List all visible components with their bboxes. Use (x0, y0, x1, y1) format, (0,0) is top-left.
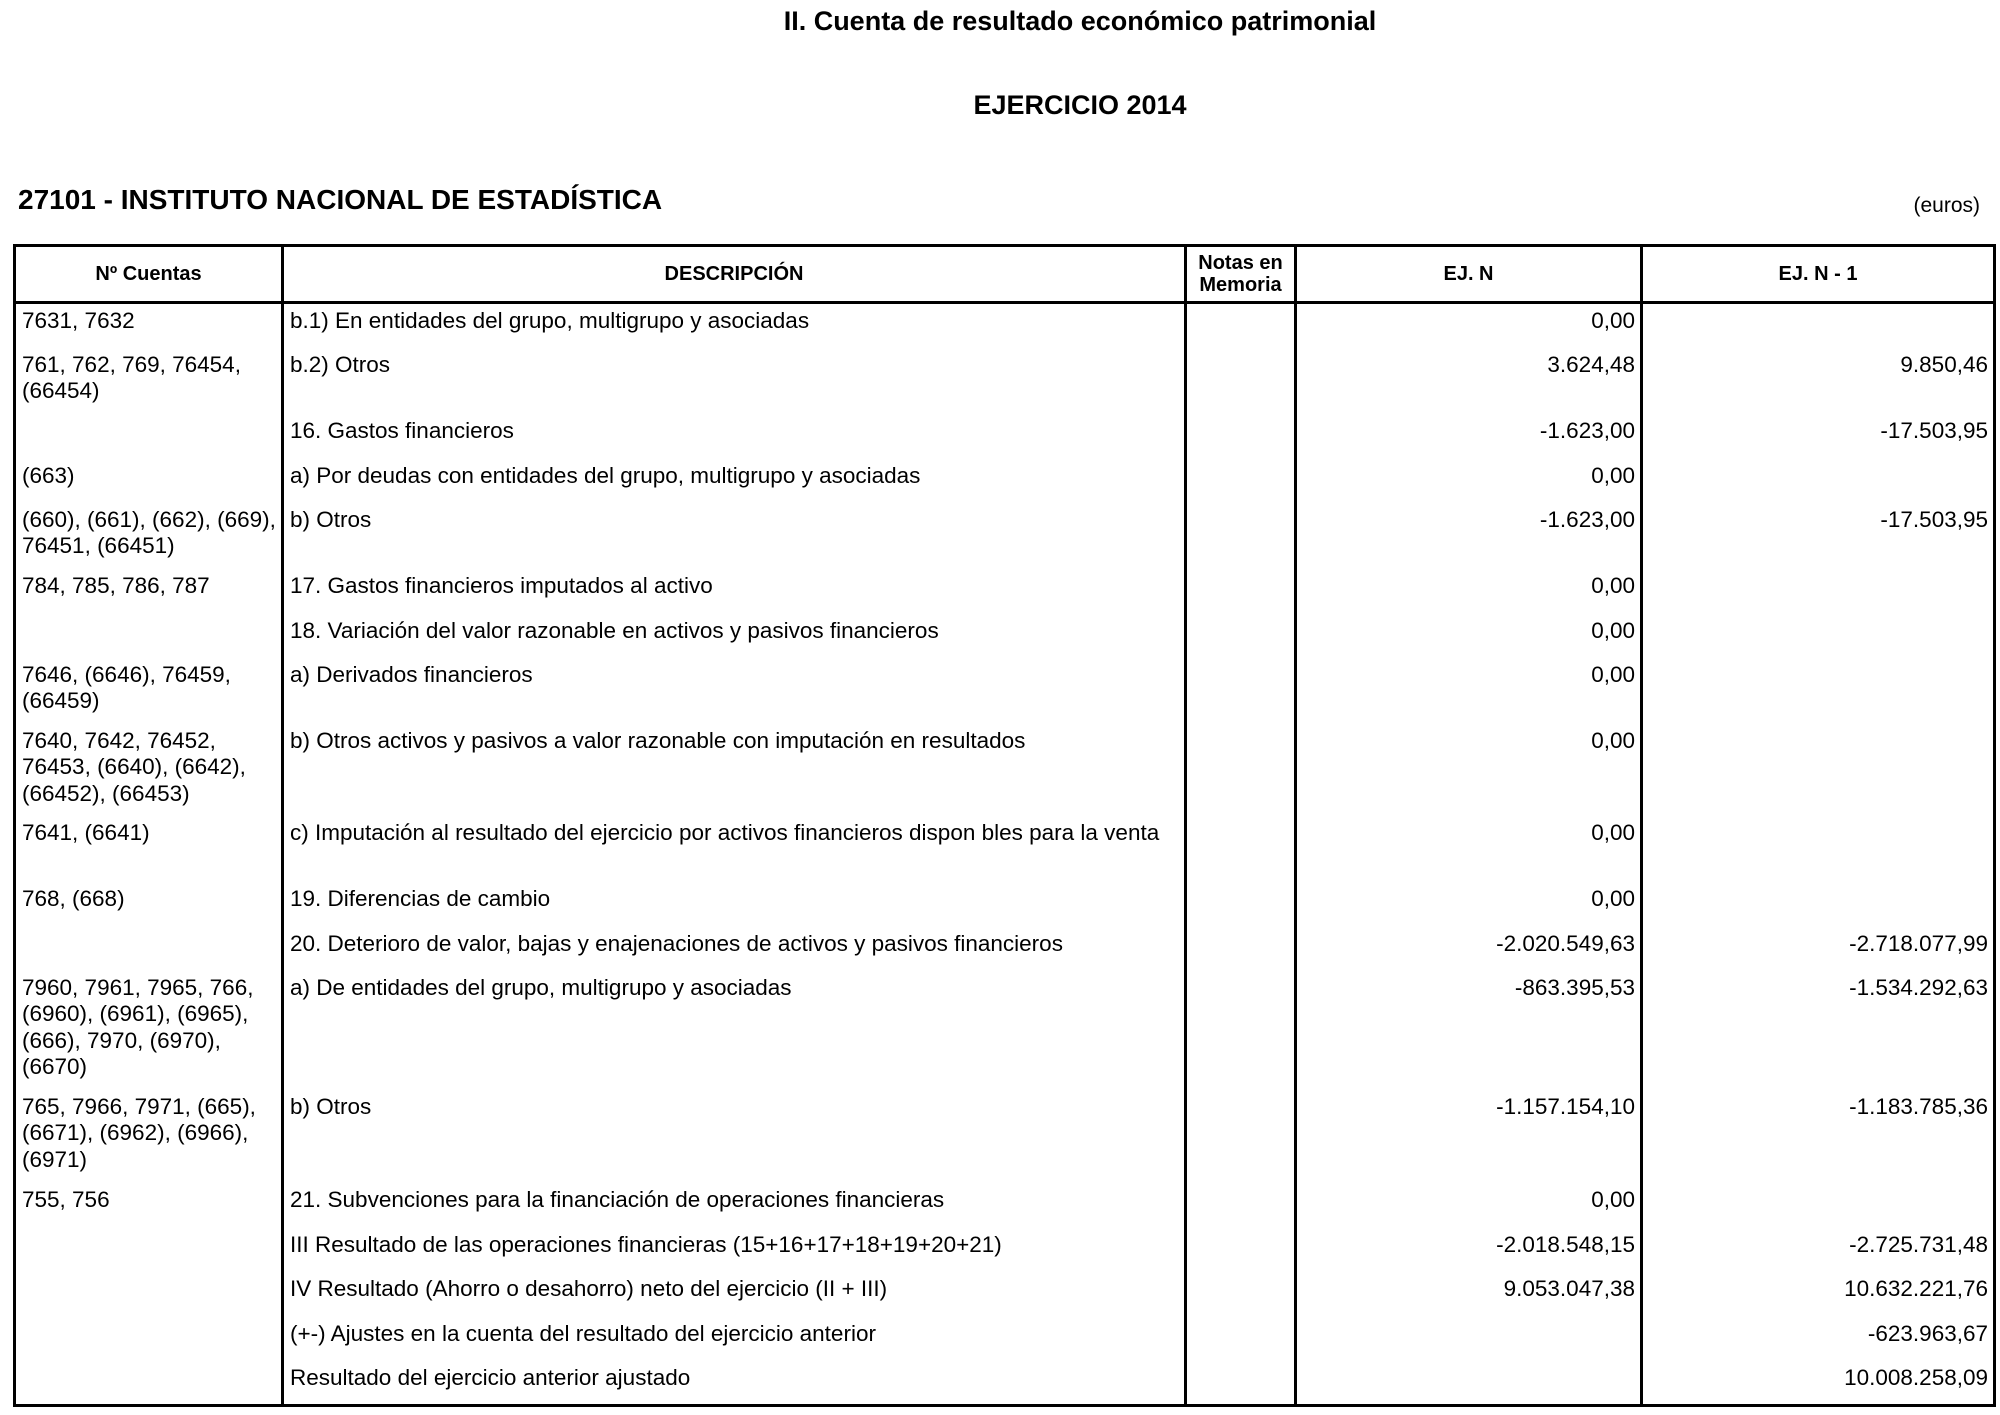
description-cell: (+-) Ajustes en la cuenta del resultado del ejercicio anterior (283, 1317, 1186, 1361)
account-numbers-cell: 7641, (6641) (15, 816, 283, 882)
description-cell: a) De entidades del grupo, multigrupo y asociadas (283, 971, 1186, 1090)
ej-n-value-cell: -863.395,53 (1296, 971, 1642, 1090)
table-row (15, 1228, 1995, 1272)
notes-cell (1186, 569, 1296, 614)
account-numbers-cell: (663) (15, 459, 283, 503)
account-numbers-cell: 784, 785, 786, 787 (15, 569, 283, 614)
notes-cell (1186, 614, 1296, 658)
notes-cell (1186, 1090, 1296, 1183)
description-cell: 16. Gastos financieros (283, 414, 1186, 459)
ej-n-value-cell: -1.157.154,10 (1296, 1090, 1642, 1183)
description-cell: 18. Variación del valor razonable en activos y pasivos financieros (283, 614, 1186, 658)
ej-n1-value-cell: -623.963,67 (1867, 1320, 1988, 1346)
description-cell: b.1) En entidades del grupo, multigrupo y asociadas (283, 303, 1186, 348)
ej-n-value-cell: 0,00 (1296, 614, 1642, 658)
table-row (15, 414, 1995, 459)
table-row (15, 1183, 1995, 1228)
ej-n1-value-cell: -2.725.731,48 (1849, 1231, 1988, 1257)
notes-cell (1186, 658, 1296, 724)
notes-cell (1186, 971, 1296, 1090)
ej-n1-value-cell: -17.503,95 (1880, 417, 1988, 443)
table-row (15, 459, 1995, 503)
table-row (15, 658, 1995, 724)
ej-n-value-cell: 0,00 (1296, 303, 1642, 348)
ej-n1-value-cell (1642, 1183, 1995, 1228)
notes-cell (1186, 1228, 1296, 1272)
column-header-description: DESCRIPCIÓN (283, 246, 1186, 303)
account-numbers-cell: 761, 762, 769, 76454, (66454) (15, 348, 283, 414)
ej-n-value-cell: 0,00 (1296, 816, 1642, 882)
description-cell: b) Otros (283, 1090, 1186, 1183)
description-cell: c) Imputación al resultado del ejercicio por activos financieros dispon bles para la venta (283, 816, 1186, 882)
account-numbers-cell (15, 1361, 283, 1406)
notes-cell (1186, 882, 1296, 927)
description-cell: 17. Gastos financieros imputados al activo (283, 569, 1186, 614)
description-cell: IV Resultado (Ahorro o desahorro) neto del ejercicio (II + III) (283, 1272, 1186, 1317)
ej-n-value-cell: 0,00 (1296, 882, 1642, 927)
ej-n-value-cell: 9.053.047,38 (1296, 1272, 1642, 1317)
ej-n-value-cell: -1.623,00 (1296, 503, 1642, 569)
account-numbers-cell: (660), (661), (662), (669), 76451, (66451) (15, 503, 283, 569)
table-row (15, 882, 1995, 927)
account-numbers-cell (15, 414, 283, 459)
ej-n1-value-cell (1642, 614, 1995, 658)
ej-n1-value-cell (1642, 459, 1995, 503)
notes-cell (1186, 414, 1296, 459)
ej-n-value-cell: 0,00 (1296, 459, 1642, 503)
account-numbers-cell (15, 1317, 283, 1361)
account-numbers-cell (15, 1228, 283, 1272)
column-header-ej-n: EJ. N (1296, 246, 1642, 303)
account-numbers-cell: 7631, 7632 (15, 303, 283, 348)
account-numbers-cell: 7640, 7642, 76452, 76453, (6640), (6642), (66452), (66453) (15, 724, 283, 816)
table-row (15, 816, 1995, 882)
table-row (15, 927, 1995, 971)
ej-n1-value-cell (1642, 724, 1995, 816)
account-numbers-cell: 755, 756 (15, 1183, 283, 1228)
account-numbers-cell (15, 927, 283, 971)
table-row (15, 614, 1995, 658)
notes-cell (1186, 1183, 1296, 1228)
results-table (13, 244, 1996, 1407)
notes-cell (1186, 303, 1296, 348)
description-cell: b.2) Otros (283, 348, 1186, 414)
table-row (15, 1317, 1995, 1361)
ej-n-value-cell: 0,00 (1296, 724, 1642, 816)
ej-n-value-cell: -2.020.549,63 (1296, 927, 1642, 971)
account-numbers-cell: 768, (668) (15, 882, 283, 927)
table-row (15, 1090, 1995, 1183)
description-cell: 19. Diferencias de cambio (283, 882, 1186, 927)
column-header-notes: Notas en Memoria (1186, 246, 1296, 303)
ej-n1-value-cell: 10.632.221,76 (1844, 1275, 1988, 1301)
ej-n-value-cell: 0,00 (1296, 658, 1642, 724)
account-numbers-cell: 765, 7966, 7971, (665), (6671), (6962), (6966), (6971) (15, 1090, 283, 1183)
notes-cell (1186, 503, 1296, 569)
description-cell: a) Por deudas con entidades del grupo, multigrupo y asociadas (283, 459, 1186, 503)
ej-n1-value-cell (1642, 882, 1995, 927)
ej-n-value-cell: -2.018.548,15 (1296, 1228, 1642, 1272)
table-row (15, 348, 1995, 414)
table-row (15, 303, 1995, 348)
ej-n-value-cell: 0,00 (1296, 1183, 1642, 1228)
table-row (15, 569, 1995, 614)
ej-n1-value-cell: -17.503,95 (1880, 506, 1988, 532)
description-cell: Resultado del ejercicio anterior ajustado (283, 1361, 1186, 1406)
ej-n1-value-cell (1642, 569, 1995, 614)
account-numbers-cell: 7646, (6646), 76459, (66459) (15, 658, 283, 724)
ej-n-value-cell: 0,00 (1296, 569, 1642, 614)
column-header-accounts: Nº Cuentas (15, 246, 283, 303)
ej-n1-value-cell: 9.850,46 (1900, 351, 1988, 377)
units-label: (euros) (1913, 194, 1980, 217)
description-cell: b) Otros activos y pasivos a valor razonable con imputación en resultados (283, 724, 1186, 816)
ej-n-value-cell: 3.624,48 (1296, 348, 1642, 414)
table-row (15, 503, 1995, 569)
notes-cell (1186, 459, 1296, 503)
ej-n1-value-cell (1642, 303, 1995, 348)
notes-cell (1186, 348, 1296, 414)
ej-n1-value-cell (1642, 658, 1995, 724)
table-row (15, 724, 1995, 816)
account-numbers-cell (15, 1272, 283, 1317)
fiscal-year-heading: EJERCICIO 2014 (973, 90, 1187, 120)
table-row (15, 971, 1995, 1090)
account-numbers-cell (15, 614, 283, 658)
notes-cell (1186, 1317, 1296, 1361)
ej-n-value-cell: -1.623,00 (1296, 414, 1642, 459)
description-cell: 21. Subvenciones para la financiación de operaciones financieras (283, 1183, 1186, 1228)
notes-cell (1186, 1361, 1296, 1406)
ej-n1-value-cell: -1.534.292,63 (1849, 974, 1988, 1000)
entity-heading: 27101 - INSTITUTO NACIONAL DE ESTADÍSTICA (18, 184, 663, 215)
ej-n1-value-cell (1642, 816, 1995, 882)
table-header-row (15, 246, 1995, 303)
description-cell: a) Derivados financieros (283, 658, 1186, 724)
table-row (15, 1361, 1995, 1406)
ej-n-value-cell (1296, 1361, 1642, 1406)
notes-cell (1186, 816, 1296, 882)
notes-cell (1186, 927, 1296, 971)
notes-cell (1186, 724, 1296, 816)
description-cell: b) Otros (283, 503, 1186, 569)
ej-n1-value-cell: 10.008.258,09 (1844, 1364, 1988, 1390)
description-cell: III Resultado de las operaciones financieras (15+16+17+18+19+20+21) (283, 1228, 1186, 1272)
table-body (15, 303, 1995, 1406)
description-cell: 20. Deterioro de valor, bajas y enajenaciones de activos y pasivos financieros (283, 927, 1186, 971)
page-title: II. Cuenta de resultado económico patrimonial (783, 6, 1377, 36)
ej-n1-value-cell: -2.718.077,99 (1849, 930, 1988, 956)
ej-n-value-cell (1296, 1317, 1642, 1361)
account-numbers-cell: 7960, 7961, 7965, 766, (6960), (6961), (6965), (666), 7970, (6970), (6670) (15, 971, 283, 1090)
ej-n1-value-cell: -1.183.785,36 (1849, 1093, 1988, 1119)
column-header-ej-n1: EJ. N - 1 (1642, 246, 1995, 303)
notes-cell (1186, 1272, 1296, 1317)
table-row (15, 1272, 1995, 1317)
